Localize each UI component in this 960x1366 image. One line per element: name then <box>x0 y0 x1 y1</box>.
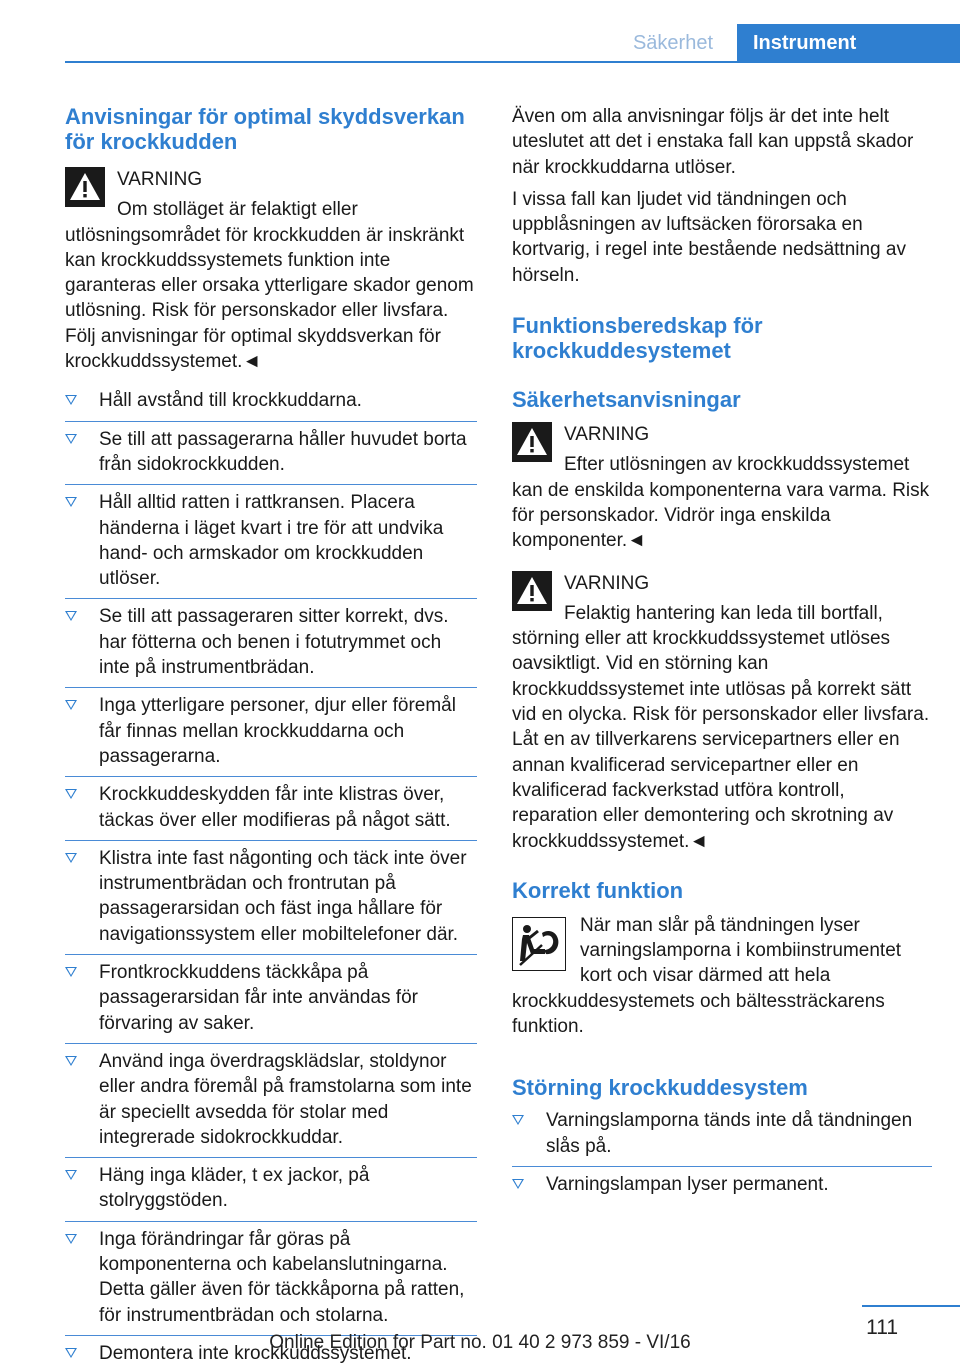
list-divider <box>65 687 477 688</box>
list-item: Klistra inte fast någonting och täck inte över instrumentbrädan och frontrutan på passagerarsidan och fäst inga hållare för navigationssystem eller mobiltelefoner där. <box>65 846 477 947</box>
intro-paragraph: I vissa fall kan ljudet vid tändningen och uppblåsningen av luftsäcken förorsaka en kortvarig, i regel inte bestående nedsättning av hörseln. <box>512 188 906 286</box>
list-divider <box>65 421 477 422</box>
warning-title: VARNING <box>564 572 650 594</box>
malfunction-list <box>512 1108 932 1197</box>
function-text: När man slår på tändningen lyser varningslamporna i kombiinstrumentet kort och visar därmed att hela krockkuddesystemets och bältessträckarens funktion. <box>512 914 902 1038</box>
warning-block <box>512 422 932 553</box>
list-item: Se till att passagerarna håller huvudet borta från sidokrockkudden. <box>65 427 477 478</box>
subheading-airbag-malfunction: Störning krockkuddesystem <box>512 1075 808 1101</box>
list-item: Demontera inte krockkuddssystemet. <box>65 1341 477 1366</box>
bullet-arrow-icon <box>65 497 77 507</box>
list-item: Inga ytterligare personer, djur eller föremål får finnas mellan krockkuddarna och passagerarna. <box>65 693 477 769</box>
bullet-arrow-icon <box>65 1234 77 1244</box>
list-divider <box>65 954 477 955</box>
list-item: Använd inga överdragsklädslar, stoldynor eller andra föremål på framstolarna som inte är speciellt avsedda för stolar med integrerade sidokrockkuddar. <box>65 1049 477 1150</box>
header-section-label: Säkerhet <box>632 32 714 54</box>
safety-instructions-list <box>65 388 477 1366</box>
bullet-arrow-icon <box>512 1115 524 1125</box>
bullet-arrow-icon <box>65 853 77 863</box>
warning-block <box>65 167 477 374</box>
list-item: Varningslamporna tänds inte då tändningen slås på. <box>512 1108 932 1159</box>
list-item: Varningslampan lyser permanent. <box>512 1172 932 1197</box>
section-heading-airbag-protection: Anvisningar för optimal skyddsverkan för krockkudden <box>65 104 465 154</box>
list-item: Krockkuddeskydden får inte klistras över, täckas över eller modifieras på något sätt. <box>65 782 477 833</box>
bullet-arrow-icon <box>65 434 77 444</box>
list-divider <box>65 1157 477 1158</box>
list-item: Frontkrockkuddens täckkåpa på passagerarsidan får inte användas för förvaring av saker. <box>65 960 477 1036</box>
bullet-arrow-icon <box>65 611 77 621</box>
left-column <box>65 100 477 1366</box>
right-column <box>512 100 932 1197</box>
list-divider <box>65 484 477 485</box>
bullet-arrow-icon <box>65 789 77 799</box>
warning-title: VARNING <box>117 169 203 190</box>
list-divider <box>65 840 477 841</box>
edition-footer: Online Edition for Part no. 01 40 2 973 859 - VI/16 <box>269 1332 691 1353</box>
warning-triangle-icon <box>512 422 552 462</box>
list-divider <box>65 1043 477 1044</box>
warning-text: Efter utlösningen av krockkuddssystemet kan de enskilda komponenterna vara varma. Risk för personskador. Vidrör inga enskilda komponenter.◄ <box>512 454 930 552</box>
list-item: Häng inga kläder, t ex jackor, på stolryggstöden. <box>65 1163 477 1214</box>
list-divider <box>65 1221 477 1222</box>
list-item: Se till att passageraren sitter korrekt, dvs. har fötterna och benen i fotutrymmet och inte på instrumentbrädan. <box>65 604 477 680</box>
bullet-arrow-icon <box>65 395 77 405</box>
header-chapter-tab: Instrument <box>737 24 960 62</box>
warning-triangle-icon <box>512 571 552 611</box>
bullet-arrow-icon <box>65 967 77 977</box>
warning-title: VARNING <box>564 424 650 446</box>
page-number: 111 <box>866 1316 898 1339</box>
intro-paragraph: Även om alla anvisningar följs är det inte helt uteslutet att det i enstaka fall kan uppstå skador när krockkuddarna utlöser. <box>512 106 914 178</box>
warning-text: Om stolläget är felaktigt eller utlösningsområdet för krockkudden är inskränkt kan krockkuddssystemets funktion inte garanteras eller orsaka ytterligare skador genom utlösning. Risk för personskador eller livsfara. Följ anvisningar för optimal skyddsverkan för krockkuddssystemet.◄ <box>65 199 474 373</box>
list-item: Håll alltid ratten i rattkransen. Placera händerna i läget kvart i tre för att undvika hand- och armskador om krockkudden utlöser. <box>65 490 477 591</box>
list-divider <box>65 598 477 599</box>
warning-triangle-icon <box>65 167 105 207</box>
list-divider <box>65 776 477 777</box>
warning-text: Felaktig hantering kan leda till bortfall, störning eller att krockkuddssystemet utlöses oavsiktligt. Vid en störning kan krockkuddssystemet inte utlösas på korrekt sätt vid en olycka. Risk för personskador eller livsfara. Låt en av tillverkarens servicepartners eller en annan kvalificerad servicepartner eller en kvalificerad fackverkstad utföra kontroll, reparation eller demontering och skrotning av krockkuddssystemet.◄ <box>512 602 930 852</box>
list-divider <box>512 1166 932 1167</box>
bullet-arrow-icon <box>512 1179 524 1189</box>
bullet-arrow-icon <box>65 1056 77 1066</box>
subheading-correct-function: Korrekt funktion <box>512 877 684 903</box>
function-block <box>512 913 932 1039</box>
section-heading-readiness: Funktionsberedskap för krockkuddesystemet <box>512 313 763 364</box>
warning-block <box>512 571 932 854</box>
list-item: Håll avstånd till krockkuddarna. <box>65 388 477 413</box>
footer-rule <box>862 1305 960 1307</box>
bullet-arrow-icon <box>65 1170 77 1180</box>
header-rule <box>65 61 960 63</box>
airbag-warning-lamp-icon <box>512 917 566 971</box>
list-item: Inga förändringar får göras på komponenterna och kabelanslutningarna. Detta gäller även för täckkåporna på ratten, för instrumentbrädan och stolarna. <box>65 1227 477 1328</box>
subheading-safety-notes: Säkerhetsanvisningar <box>512 387 741 413</box>
bullet-arrow-icon <box>65 700 77 710</box>
